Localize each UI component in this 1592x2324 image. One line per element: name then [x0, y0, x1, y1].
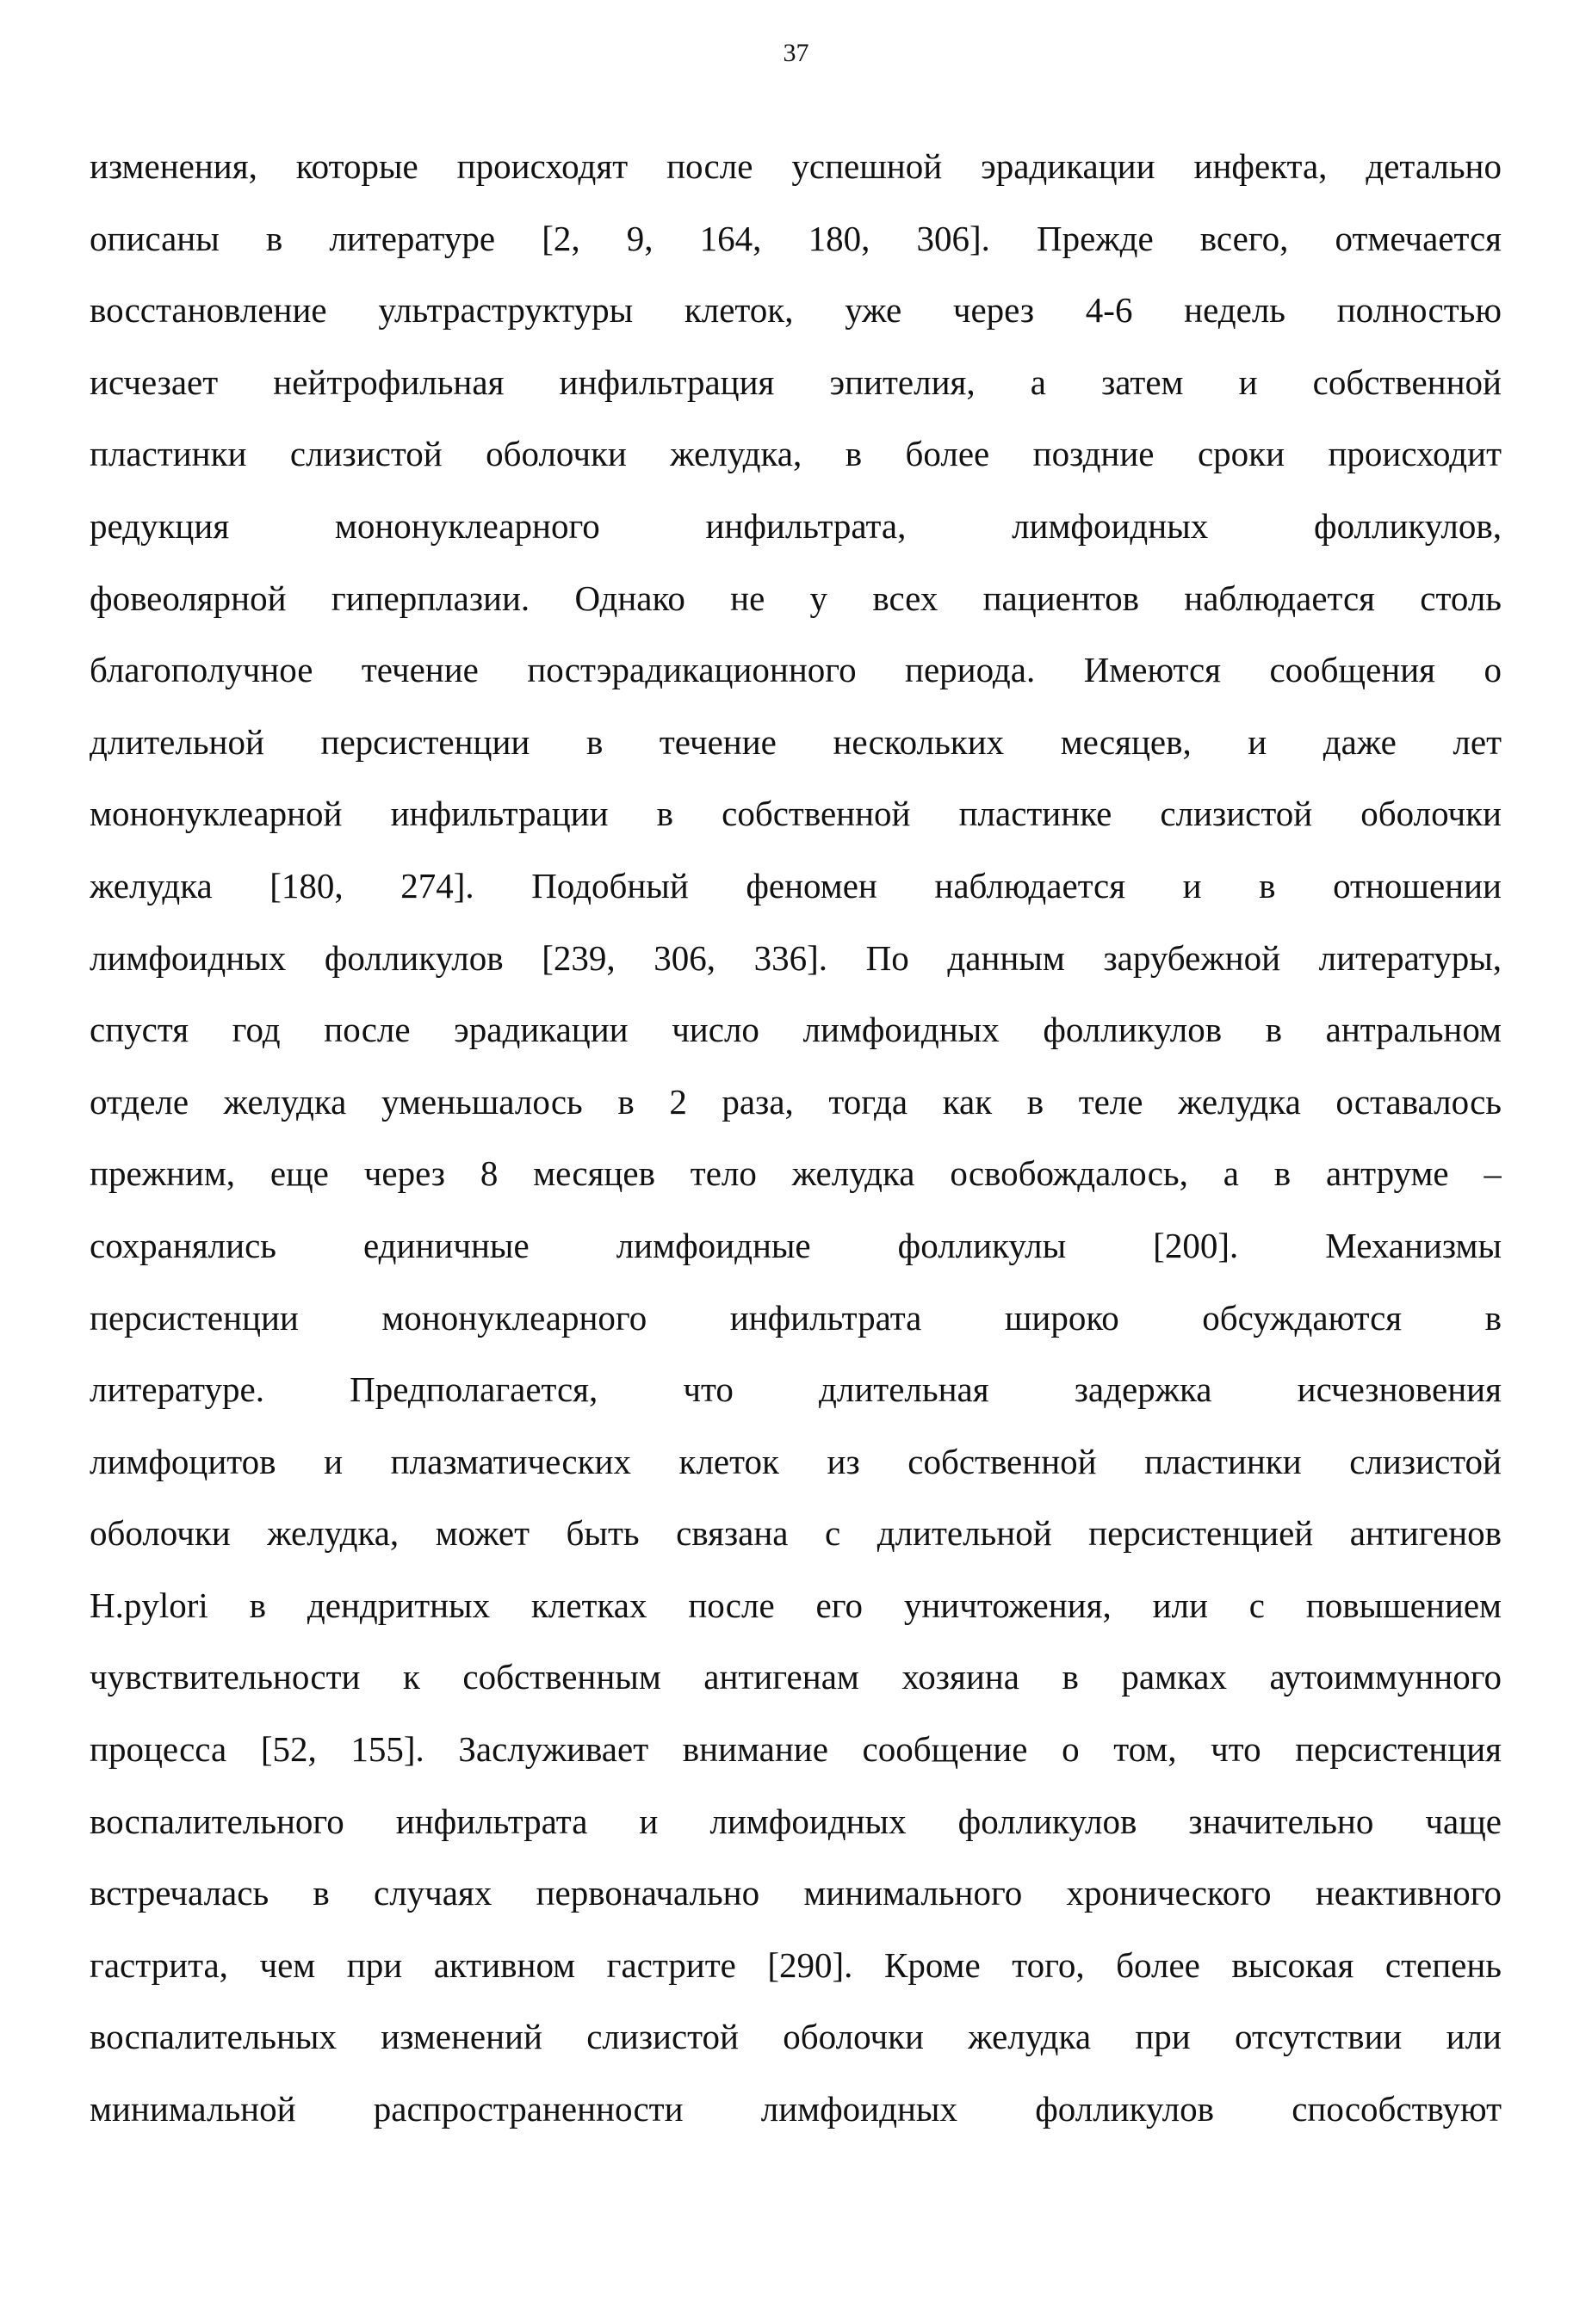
text-line: восстановление ультраструктуры клеток, уже через 4-6 недель полностью	[90, 290, 1502, 331]
text-line: воспалительного инфильтрата и лимфоидных фолликулов значительно чаще	[90, 1801, 1502, 1841]
text-line: лимфоидных фолликулов [239, 306, 336]. По данным зарубежной литературы,	[90, 937, 1502, 978]
text-line: чувствительности к собственным антигенам хозяина в рамках аутоиммунного	[90, 1657, 1502, 1697]
text-line: пластинки слизистой оболочки желудка, в более поздние сроки происходит	[90, 434, 1502, 474]
text-line: H.pylori в дендритных клетках после его уничтожения, или с повышением	[90, 1585, 1502, 1625]
text-line: фовеолярной гиперплазии. Однако не у всех пациентов наблюдается столь	[90, 578, 1502, 618]
text-line: отделе желудка уменьшалось в 2 раза, тогда как в теле желудка оставалось	[90, 1081, 1502, 1122]
text-line: гастрита, чем при активном гастрите [290]. Кроме того, более высокая степень	[90, 1944, 1502, 1985]
text-line: описаны в литературе [2, 9, 164, 180, 306]. Прежде всего, отмечается	[90, 218, 1502, 258]
text-line: минимальной распространенности лимфоидных фолликулов способствуют	[90, 2089, 1502, 2129]
text-line: изменения, которые происходят после успешной эрадикации инфекта, детально	[90, 146, 1502, 186]
text-line: спустя год после эрадикации число лимфоидных фолликулов в антральном	[90, 1010, 1502, 1050]
text-line: литературе. Предполагается, что длительная задержка исчезновения	[90, 1369, 1502, 1410]
text-line: сохранялись единичные лимфоидные фолликулы [200]. Механизмы	[90, 1225, 1502, 1265]
page-number: 37	[783, 39, 809, 67]
text-line: желудка [180, 274]. Подобный феномен наблюдается и в отношении	[90, 865, 1502, 905]
text-line: исчезает нейтрофильная инфильтрация эпителия, а затем и собственной	[90, 362, 1502, 402]
text-line: воспалительных изменений слизистой оболочки желудка при отсутствии или	[90, 2017, 1502, 2057]
text-line: редукция мононуклеарного инфильтрата, лимфоидных фолликулов,	[90, 505, 1502, 546]
text-line: мононуклеарной инфильтрации в собственной пластинке слизистой оболочки	[90, 794, 1502, 834]
text-line: персистенции мононуклеарного инфильтрата широко обсуждаются в	[90, 1297, 1502, 1338]
body-paragraph	[90, 131, 1502, 2146]
text-line: длительной персистенции в течение нескольких месяцев, и даже лет	[90, 721, 1502, 762]
text-line: процесса [52, 155]. Заслуживает внимание сообщение о том, что персистенция	[90, 1729, 1502, 1770]
text-line: прежним, еще через 8 месяцев тело желудка освобождалось, а в антруме –	[90, 1153, 1502, 1194]
text-line: благополучное течение постэрадикационного периода. Имеются сообщения о	[90, 650, 1502, 690]
text-line: встречалась в случаях первоначально минимального хронического неактивного	[90, 1873, 1502, 1913]
text-line: лимфоцитов и плазматических клеток из собственной пластинки слизистой	[90, 1441, 1502, 1481]
text-line: оболочки желудка, может быть связана с длительной персистенцией антигенов	[90, 1513, 1502, 1554]
